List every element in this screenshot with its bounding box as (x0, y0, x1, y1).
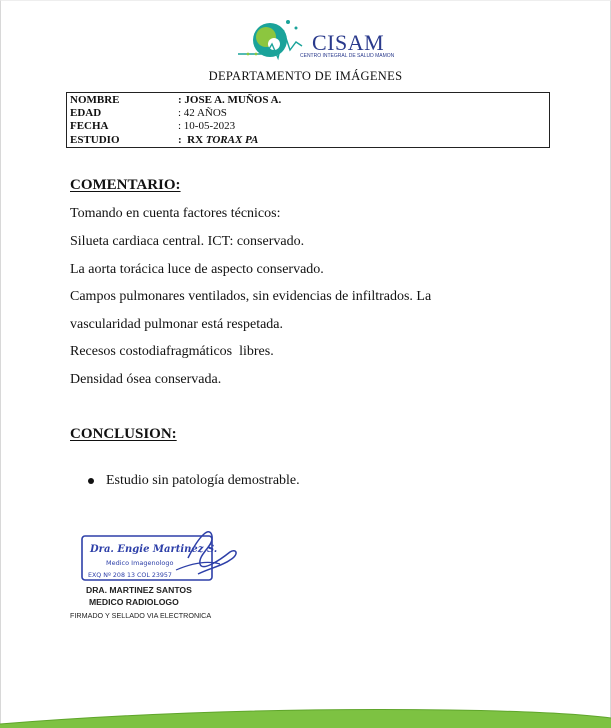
signer-title: MEDICO RADIOLOGO (89, 597, 179, 607)
comentario-line: Recesos costodiafragmáticos libres. (70, 344, 274, 359)
info-row-edad (70, 107, 546, 120)
study-name: TORAX PA (205, 133, 259, 146)
info-row-fecha (70, 120, 546, 133)
info-label: EDAD (70, 107, 102, 120)
comentario-line: Densidad ósea conservada. (70, 372, 222, 387)
info-label: ESTUDIO (70, 133, 120, 146)
study-prefix: : RX (178, 133, 206, 146)
logo-subtitle: CENTRO INTEGRAL DE SALUD MAMON (300, 53, 395, 59)
signature-stamp (80, 524, 250, 588)
bullet-icon (88, 478, 94, 484)
patient-info-box (66, 92, 550, 148)
comentario-line: Silueta cardiaca central. ICT: conservado. (70, 234, 305, 249)
comentario-line: Campos pulmonares ventilados, sin evidencias de infiltrados. La (70, 289, 432, 304)
info-value (178, 134, 258, 147)
info-label: NOMBRE (70, 94, 120, 106)
stamp-title: Medico Imagenologo (106, 559, 174, 567)
info-value: : 10-05-2023 (178, 120, 236, 133)
comentario-heading: COMENTARIO: (70, 177, 181, 193)
info-row-estudio (70, 134, 546, 147)
info-label: FECHA (70, 120, 109, 133)
conclusion-item: Estudio sin patología demostrable. (106, 473, 300, 488)
comentario-line: vascularidad pulmonar está respetada. (70, 317, 284, 332)
info-value: : 42 AÑOS (178, 107, 227, 120)
info-value: : JOSE A. MUÑOS A. (178, 94, 282, 106)
footer-wave (0, 704, 611, 728)
conclusion-heading: CONCLUSION: (70, 426, 177, 442)
logo-name: CISAM (312, 30, 385, 55)
comentario-line: Tomando en cuenta factores técnicos: (70, 206, 281, 221)
stamp-ids: EXQ Nº 208 13 COL 23957 (88, 572, 172, 579)
info-row-nombre (70, 94, 546, 107)
stamp-name: Dra. Engie Martinez S. (90, 544, 218, 555)
signature-note: FIRMADO Y SELLADO VIA ELECTRONICA (70, 611, 212, 620)
comentario-line: La aorta torácica luce de aspecto conservado. (70, 262, 324, 277)
signer-name: DRA. MARTINEZ SANTOS (86, 585, 192, 595)
department-title: DEPARTAMENTO DE IMÁGENES (208, 69, 403, 83)
